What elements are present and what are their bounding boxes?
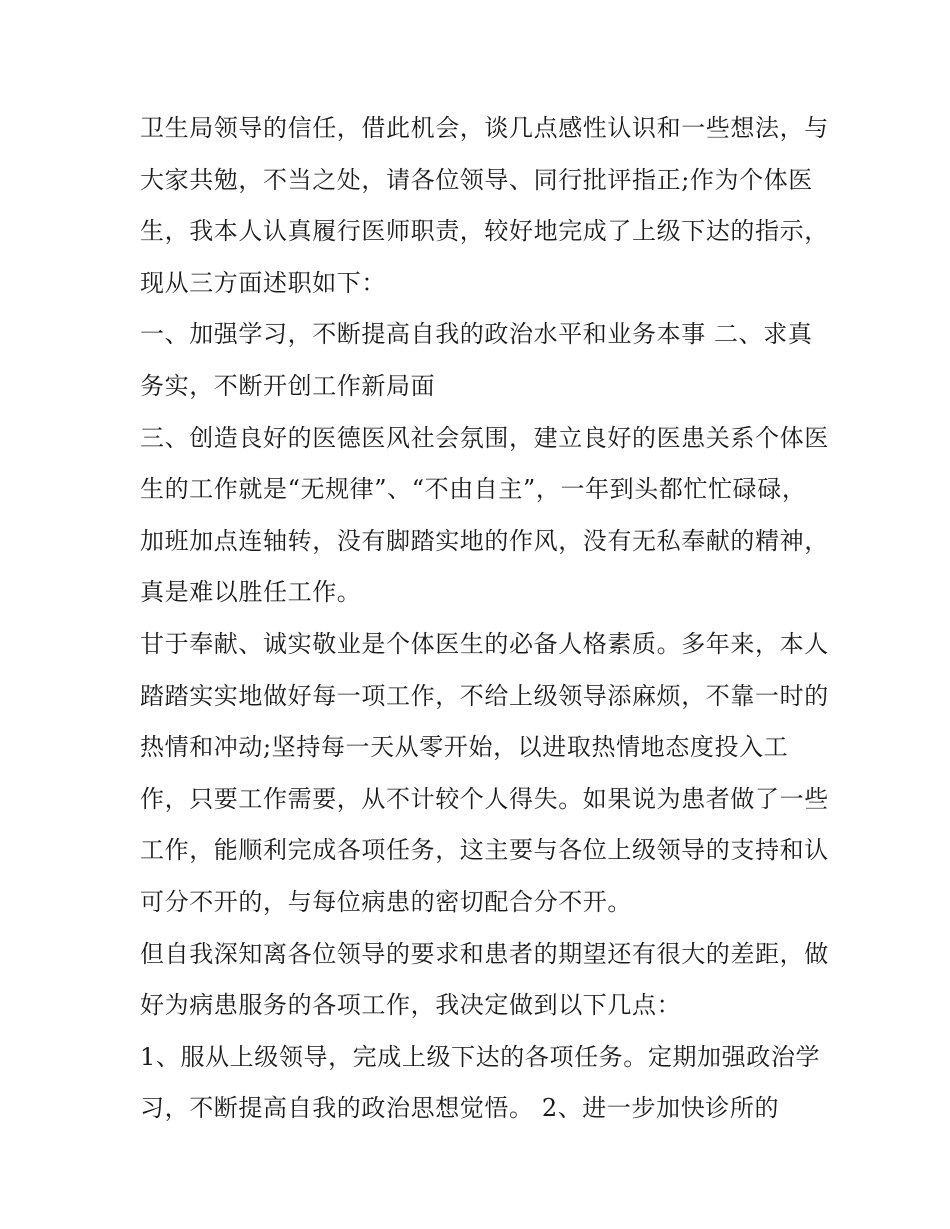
paragraph-section-1-2: 一、加强学习，不断提高自我的政治水平和业务本事 二、求真务实，不断开创工作新局面 [140,320,813,400]
paragraph-gap: 但自我深知离各位领导的要求和患者的期望还有很大的差距，做好为病患服务的各项工作，我决定做到以下几点： [140,939,829,1020]
paragraph-section-3: 三、创造良好的医德医风社会氛围，建立良好的医患关系个体医生的工作就是“无规律”、“不由自主”，一年到头都忙忙碌碌，加班加点连轴转，没有脚踏实地的作风，没有无私奉献的精神，真是难以胜任工作。 [140,423,829,607]
paragraph-intro: 卫生局领导的信任，借此机会，谈几点感性认识和一些想法，与大家共勉，不当之处，请各位领导、同行批评指正;作为个体医生，我本人认真履行医师职责，较好地完成了上级下达的指示，现从三方面述职如下： [140,114,829,297]
document-body [140,103,830,1135]
paragraph-commitments: 1、服从上级领导，完成上级下达的各项任务。定期加强政治学习，不断提高自我的政治思想觉悟。 2、进一步加快诊所的 [140,1042,821,1123]
paragraph-dedication: 甘于奉献、诚实敬业是个体医生的必备人格素质。多年来，本人踏踏实实地做好每一项工作，不给上级领导添麻烦，不靠一时的热情和冲动;坚持每一天从零开始，以进取热情地态度投入工作，只要工作需要，从不计较个人得失。如果说为患者做了一些工作，能顺利完成各项任务，这主要与各位上级领导的支持和认可分不开的，与每位病患的密切配合分不开。 [140,629,829,916]
